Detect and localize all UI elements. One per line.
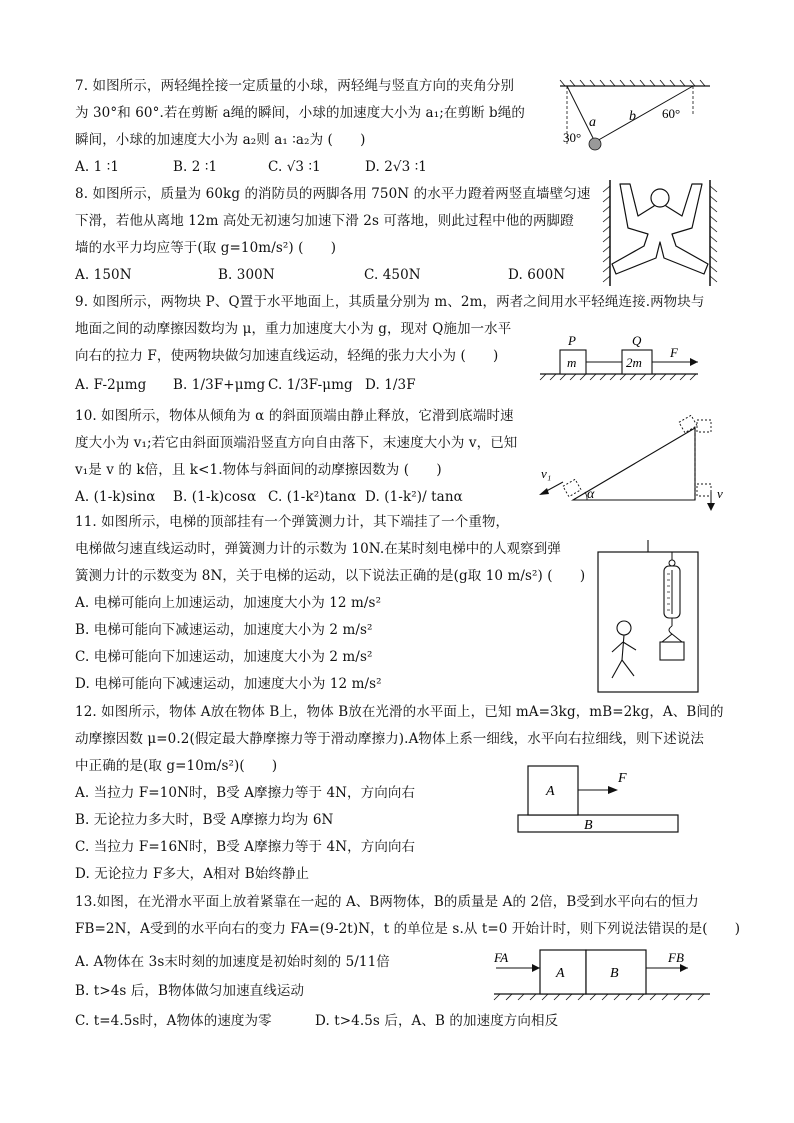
q11-option-d: D. 电梯可能向下减速运动，加速度大小为 12 m/s² xyxy=(75,676,382,692)
q9-block-2m: 2m xyxy=(626,355,642,370)
q12-label-a: A xyxy=(546,784,555,799)
q8-option-a: A. 150N xyxy=(75,267,132,283)
q13-label-b: B xyxy=(610,966,619,981)
q8-line-1: 8. 如图所示，质量为 60kg 的消防员的两脚各用 750N 的水平力蹬着两竖直墙壁匀速 xyxy=(75,186,591,202)
q11-line-1: 11. 如图所示，电梯的顶部挂有一个弹簧测力计，其下端挂了一个重物， xyxy=(75,514,510,530)
q12-force-f: F xyxy=(618,771,627,786)
q9-force-f: F xyxy=(670,345,678,360)
q13-figure-two-blocks xyxy=(490,944,715,1002)
q9-option-b: B. 1/3F+μmg xyxy=(173,377,266,393)
q13-line-1: 13.如图，在光滑水平面上放着紧靠在一起的 A、B两物体，B的质量是 A的 2倍，B受到水平向右的恒力 xyxy=(75,894,699,910)
q7-label-b: b xyxy=(629,109,636,124)
q10-line-2: 度大小为 v₁;若它由斜面顶端沿竖直方向自由落下，末速度大小为 v，已知 xyxy=(75,435,518,451)
q10-label-v: v xyxy=(717,486,723,501)
q13-option-a: A. A物体在 3s末时刻的加速度是初始时刻的 5/11倍 xyxy=(75,954,390,970)
q12-option-c: C. 当拉力 F=16N时，B受 A摩擦力等于 4N，方向向右 xyxy=(75,839,416,855)
q11-figure-elevator xyxy=(592,538,704,696)
q10-line-3: v₁是 v 的 k倍，且 k<1.物体与斜面间的动摩擦因数为 ( ) xyxy=(75,462,442,478)
q10-option-a: A. (1-k)sinα xyxy=(75,489,156,505)
q12-label-b: B xyxy=(584,818,593,833)
q12-option-b: B. 无论拉力多大时，B受 A摩擦力均为 6N xyxy=(75,812,334,828)
q13-line-2: FB=2N，A受到的水平向右的变力 FA=(9-2t)N，t 的单位是 s.从 t=0 开始计时，则下列说法错误的是( ) xyxy=(75,921,741,937)
q12-figure-stacked-blocks xyxy=(512,758,684,836)
q7-line-1: 7. 如图所示，两轻绳拴接一定质量的小球，两轻绳与竖直方向的夹角分别 xyxy=(75,78,515,94)
q8-figure-firefighter xyxy=(600,176,722,288)
q10-option-d: D. (1-k²)/ tanα xyxy=(365,489,463,505)
q12-line-1: 12. 如图所示，物体 A放在物体 B上，物体 B放在光滑的水平面上，已知 mA=3kg，mB=2kg，A、B间的 xyxy=(75,704,724,720)
q13-label-a: A xyxy=(556,966,565,981)
q7-angle-30: 30° xyxy=(563,130,582,145)
q7-label-a: a xyxy=(589,115,596,130)
q11-option-a: A. 电梯可能向上加速运动，加速度大小为 12 m/s² xyxy=(75,595,382,611)
q9-line-1: 9. 如图所示，两物块 P、Q置于水平地面上，其质量分别为 m、2m，两者之间用水平轻绳连接.两物块与 xyxy=(75,294,705,310)
q13-option-c: C. t=4.5s时，A物体的速度为零 xyxy=(75,1013,272,1029)
q7-option-d: D. 2√3 ∶1 xyxy=(365,159,427,175)
q11-line-3: 簧测力计的示数变为 8N，关于电梯的运动，以下说法正确的是(g取 10 m/s²) ( ) xyxy=(75,568,586,584)
q8-option-c: C. 450N xyxy=(364,267,421,283)
q10-label-v1: v₁ xyxy=(541,466,552,481)
q11-line-2: 电梯做匀速直线运动时，弹簧测力计的示数为 10N.在某时刻电梯中的人观察到弹 xyxy=(75,541,562,557)
q7-figure-ball-ropes xyxy=(555,78,715,163)
q10-option-c: C. (1-k²)tanα xyxy=(268,489,357,505)
q10-label-alpha: α xyxy=(587,487,595,502)
q7-line-3: 瞬间，小球的加速度大小为 a₂则 a₁ ∶a₂为 ( ) xyxy=(75,132,366,148)
q7-angle-60: 60° xyxy=(662,106,681,121)
q10-figure-incline xyxy=(535,412,730,512)
q8-line-2: 下滑，若他从离地 12m 高处无初速匀加速下滑 2s 可落地，则此过程中他的两脚蹬 xyxy=(75,213,574,229)
q13-label-fa: FA xyxy=(494,950,509,965)
q12-option-d: D. 无论拉力 F多大，A相对 B始终静止 xyxy=(75,866,310,882)
q12-line-3: 中正确的是(取 g=10m/s²)( ) xyxy=(75,758,278,774)
q9-option-a: A. F-2μmg xyxy=(75,377,147,393)
q10-line-1: 10. 如图所示，物体从倾角为 α 的斜面顶端由静止释放，它滑到底端时速 xyxy=(75,408,514,424)
q13-option-b: B. t>4s 后，B物体做匀加速直线运动 xyxy=(75,983,305,999)
q9-line-3: 向右的拉力 F，使两物块做匀加速直线运动，轻绳的张力大小为 ( ) xyxy=(75,348,499,364)
q11-option-b: B. 电梯可能向下减速运动，加速度大小为 2 m/s² xyxy=(75,622,373,638)
q10-option-b: B. (1-k)cosα xyxy=(173,489,257,505)
q8-option-b: B. 300N xyxy=(218,267,275,283)
q13-option-d: D. t>4.5s 后，A、B 的加速度方向相反 xyxy=(315,1013,559,1029)
q11-option-c: C. 电梯可能向下加速运动，加速度大小为 2 m/s² xyxy=(75,649,373,665)
q12-line-2: 动摩擦因数 μ=0.2(假定最大静摩擦力等于滑动摩擦力).A物体上系一细线，水平向右拉细线，则下述说法 xyxy=(75,731,705,747)
q8-line-3: 墙的水平力均应等于(取 g=10m/s²) ( ) xyxy=(75,240,337,256)
q7-option-a: A. 1 ∶1 xyxy=(75,159,120,175)
q9-block-m: m xyxy=(567,355,577,370)
q9-figure-two-blocks xyxy=(538,332,713,384)
q7-line-2: 为 30°和 60°.若在剪断 a绳的瞬间，小球的加速度大小为 a₁;在剪断 b绳的 xyxy=(75,105,526,121)
q9-label-p: P xyxy=(568,333,576,348)
q12-option-a: A. 当拉力 F=10N时，B受 A摩擦力等于 4N，方向向右 xyxy=(75,785,416,801)
q7-option-c: C. √3 ∶1 xyxy=(268,159,321,175)
q9-option-d: D. 1/3F xyxy=(365,377,416,393)
q13-label-fb: FB xyxy=(668,950,684,965)
q9-label-q: Q xyxy=(632,333,642,348)
q9-line-2: 地面之间的动摩擦因数均为 μ，重力加速度大小为 g，现对 Q施加一水平 xyxy=(75,321,512,337)
q7-option-b: B. 2 ∶1 xyxy=(173,159,218,175)
q9-option-c: C. 1/3F-μmg xyxy=(268,377,353,393)
q8-option-d: D. 600N xyxy=(508,267,566,283)
